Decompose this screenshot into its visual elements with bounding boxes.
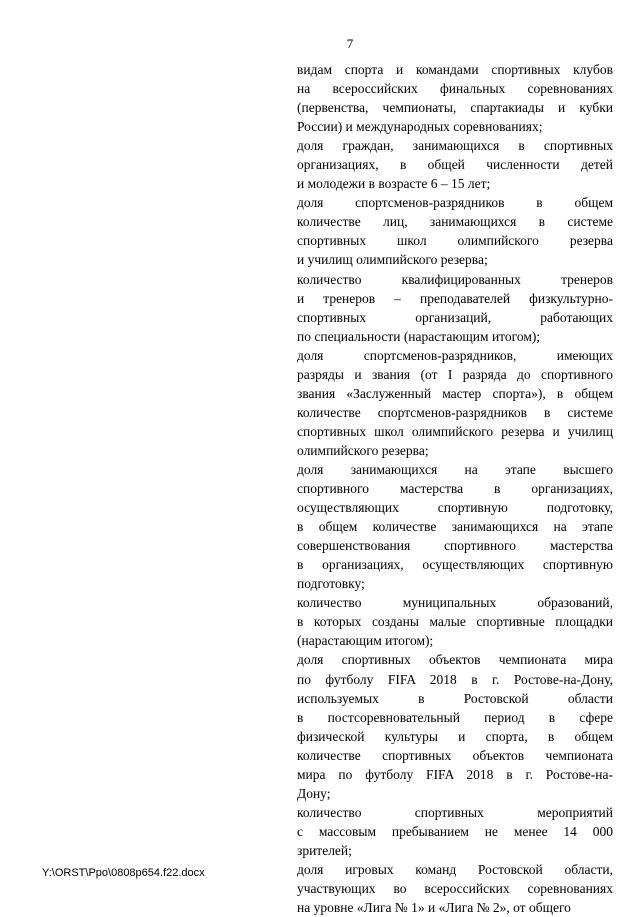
text-line: доля игровых команд Ростовской области, <box>297 861 613 877</box>
text-line: доля спортсменов-разрядников, имеющих <box>297 347 613 363</box>
text-line: видам спорта и командами спортивных клубов <box>297 62 613 77</box>
text-line: количество муниципальных образований, <box>297 595 613 611</box>
text-line: и тренеров – преподавателей физкультурно- <box>297 290 613 306</box>
document-body <box>297 60 613 917</box>
text-line: звания «Заслуженный мастер спорта»), в общем <box>297 385 613 401</box>
text-line: доля граждан, занимающихся в спортивных <box>297 138 613 154</box>
text-line: спортивных школ олимпийского резерва <box>297 233 613 249</box>
text-line: количество квалифицированных тренеров <box>297 271 613 287</box>
text-line: совершенствования спортивного мастерства <box>297 538 613 554</box>
paragraph <box>297 803 613 860</box>
text-line: спортивных организаций, работающих <box>297 309 613 325</box>
text-line: с массовым пребыванием не менее 14 000 <box>297 823 613 839</box>
text-line: Дону; <box>297 785 331 801</box>
paragraph <box>297 346 613 460</box>
text-line: осуществляющих спортивную подготовку, <box>297 500 613 516</box>
text-line: зрителей; <box>297 842 352 858</box>
text-line: на всероссийских финальных соревнованиях <box>297 81 613 97</box>
text-line: и училищ олимпийского резерва; <box>297 252 488 268</box>
text-line: количестве спортсменов-разрядников в системе <box>297 404 613 420</box>
text-line: количестве лиц, занимающихся в системе <box>297 214 613 230</box>
paragraph <box>297 60 613 136</box>
text-line: в постсоревновательный период в сфере <box>297 709 613 725</box>
text-line: разряды и звания (от I разряда до спортивного <box>297 366 613 382</box>
text-line: доля спортсменов-разрядников в общем <box>297 195 613 211</box>
paragraph <box>297 270 613 346</box>
text-line: количество спортивных мероприятий <box>297 804 613 820</box>
file-path-footer: Y:\ORST\Ppo\0808p654.f22.docx <box>42 867 205 879</box>
text-line: по специальности (нарастающим итогом); <box>297 328 541 344</box>
text-line: на уровне «Лига № 1» и «Лига № 2», от общего <box>297 900 571 916</box>
text-line: спортивного мастерства в организациях, <box>297 481 613 497</box>
paragraph <box>297 593 613 650</box>
text-line: мира по футболу FIFA 2018 в г. Ростове-на- <box>297 766 613 782</box>
paragraph <box>297 860 613 917</box>
paragraph <box>297 460 613 593</box>
text-line: в которых созданы малые спортивные площадки <box>297 614 613 630</box>
text-line: и молодежи в возрасте 6 – 15 лет; <box>297 176 491 192</box>
text-line: физической культуры и спорта, в общем <box>297 728 613 744</box>
text-line: олимпийского резерва; <box>297 442 429 458</box>
text-line: доля занимающихся на этапе высшего <box>297 461 613 477</box>
text-line: спортивных школ олимпийского резерва и училищ <box>297 423 613 439</box>
text-line: России) и международных соревнованиях; <box>297 119 543 135</box>
text-line: количестве спортивных объектов чемпионата <box>297 747 613 763</box>
text-line: доля спортивных объектов чемпионата мира <box>297 652 613 668</box>
text-line: участвующих во всероссийских соревнованиях <box>297 881 613 897</box>
text-line: подготовку; <box>297 576 365 592</box>
text-line: (нарастающим итогом); <box>297 633 434 649</box>
text-line: используемых в Ростовской области <box>297 690 613 706</box>
paragraph <box>297 136 613 193</box>
text-line: в общем количестве занимающихся на этапе <box>297 519 613 535</box>
text-line: по футболу FIFA 2018 в г. Ростове-на-Дону, <box>297 671 613 687</box>
paragraph <box>297 193 613 269</box>
text-line: в организациях, осуществляющих спортивную <box>297 557 613 573</box>
page-number: 7 <box>346 36 354 51</box>
text-line: организациях, в общей численности детей <box>297 157 613 173</box>
text-line: (первенства, чемпионаты, спартакиады и кубки <box>297 100 613 116</box>
paragraph <box>297 650 613 802</box>
